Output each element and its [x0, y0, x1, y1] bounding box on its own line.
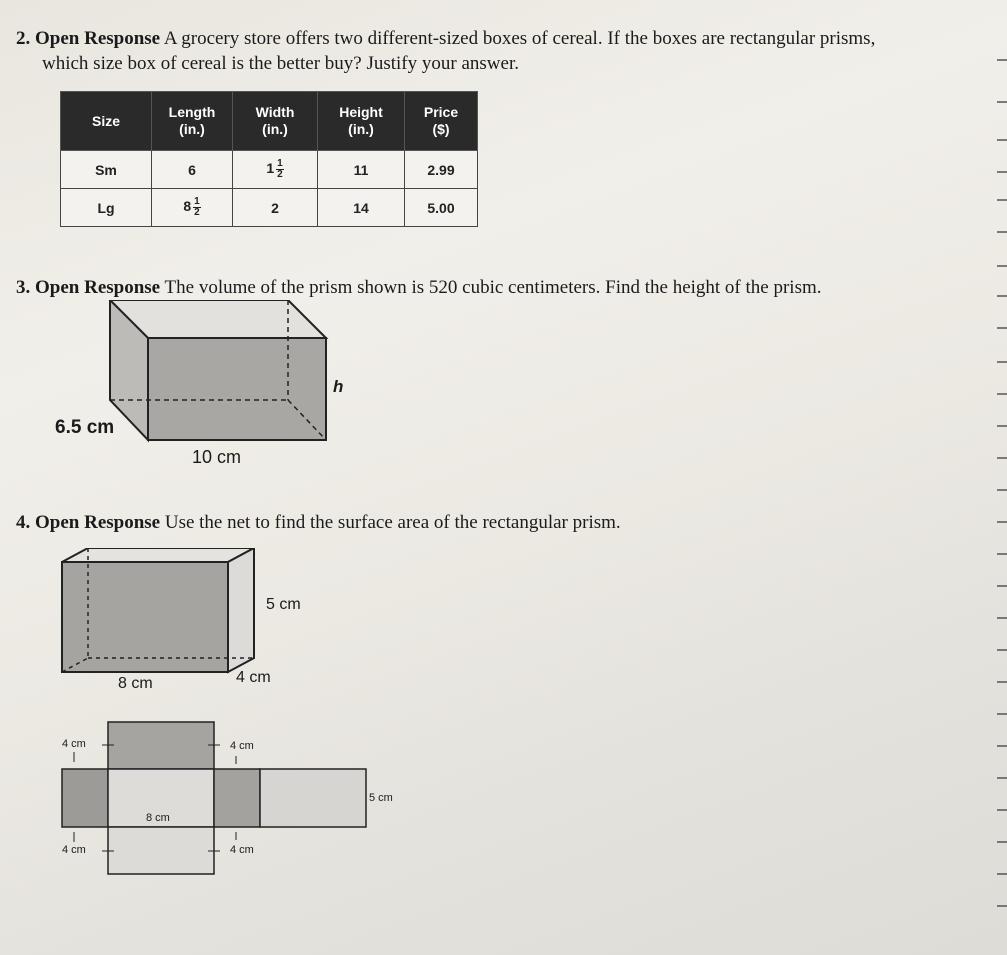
cell-price: 2.99 [405, 151, 478, 189]
question-4 [16, 510, 621, 535]
header-price: Price ($) [405, 92, 478, 151]
prism-net [60, 720, 370, 880]
question-number: 3. [16, 277, 31, 298]
notebook-margin [993, 40, 1007, 940]
cell-size: Lg [61, 189, 152, 227]
net-label-top-left: 4 cm [62, 738, 86, 750]
question-text: The volume of the prism shown is 520 cubic centimeters. Find the height of the prism. [164, 277, 822, 298]
cell-height: 11 [318, 151, 405, 189]
cell-height: 14 [318, 189, 405, 227]
question-text: Use the net to find the surface area of the rectangular prism. [164, 512, 621, 533]
header-length: Length (in.) [152, 92, 233, 151]
question-2-line-2 [16, 51, 996, 76]
question-type: Open Response [35, 512, 161, 533]
question-text: A grocery store offers two different-sized boxes of cereal. If the boxes are rectangular prisms, [163, 28, 876, 49]
prism-depth-label: 4 cm [236, 669, 271, 686]
question-number: 4. [16, 512, 31, 533]
net-label-bottom-right: 4 cm [230, 844, 254, 856]
cell-width: 2 [233, 189, 318, 227]
cell-length: 6 [152, 151, 233, 189]
header-width: Width (in.) [233, 92, 318, 151]
header-height: Height (in.) [318, 92, 405, 151]
cell-price: 5.00 [405, 189, 478, 227]
question-type: Open Response [35, 28, 161, 49]
prism-height-label: 5 cm [266, 596, 301, 613]
net-label-top-right: 4 cm [230, 740, 254, 752]
prism-length-label: 8 cm [118, 675, 153, 692]
question-3 [16, 275, 822, 300]
depth-label: 6.5 cm [55, 417, 115, 438]
table-header-row [61, 92, 478, 151]
question-text-continued: which size box of cereal is the better buy? Justify your answer. [42, 53, 519, 74]
net-label-middle: 8 cm [146, 812, 170, 824]
net-label-right: 5 cm [369, 792, 393, 804]
cereal-table [60, 91, 478, 227]
prism-figure-q3 [100, 300, 340, 445]
question-2 [16, 26, 996, 76]
net-label-bottom-left: 4 cm [62, 844, 86, 856]
table-row [61, 151, 478, 189]
cell-length: 8 $\frac{1}{2}$ [152, 189, 233, 227]
table-row [61, 189, 478, 227]
height-label: h [333, 377, 344, 396]
question-2-line-1 [16, 26, 996, 51]
cell-width: 1 $\frac{1}{2}$ [233, 151, 318, 189]
width-label: 10 cm [192, 447, 242, 467]
question-number: 2. [16, 28, 31, 49]
question-type: Open Response [35, 277, 161, 298]
header-size: Size [61, 92, 152, 151]
prism-figure-q4 [60, 548, 265, 676]
cell-size: Sm [61, 151, 152, 189]
